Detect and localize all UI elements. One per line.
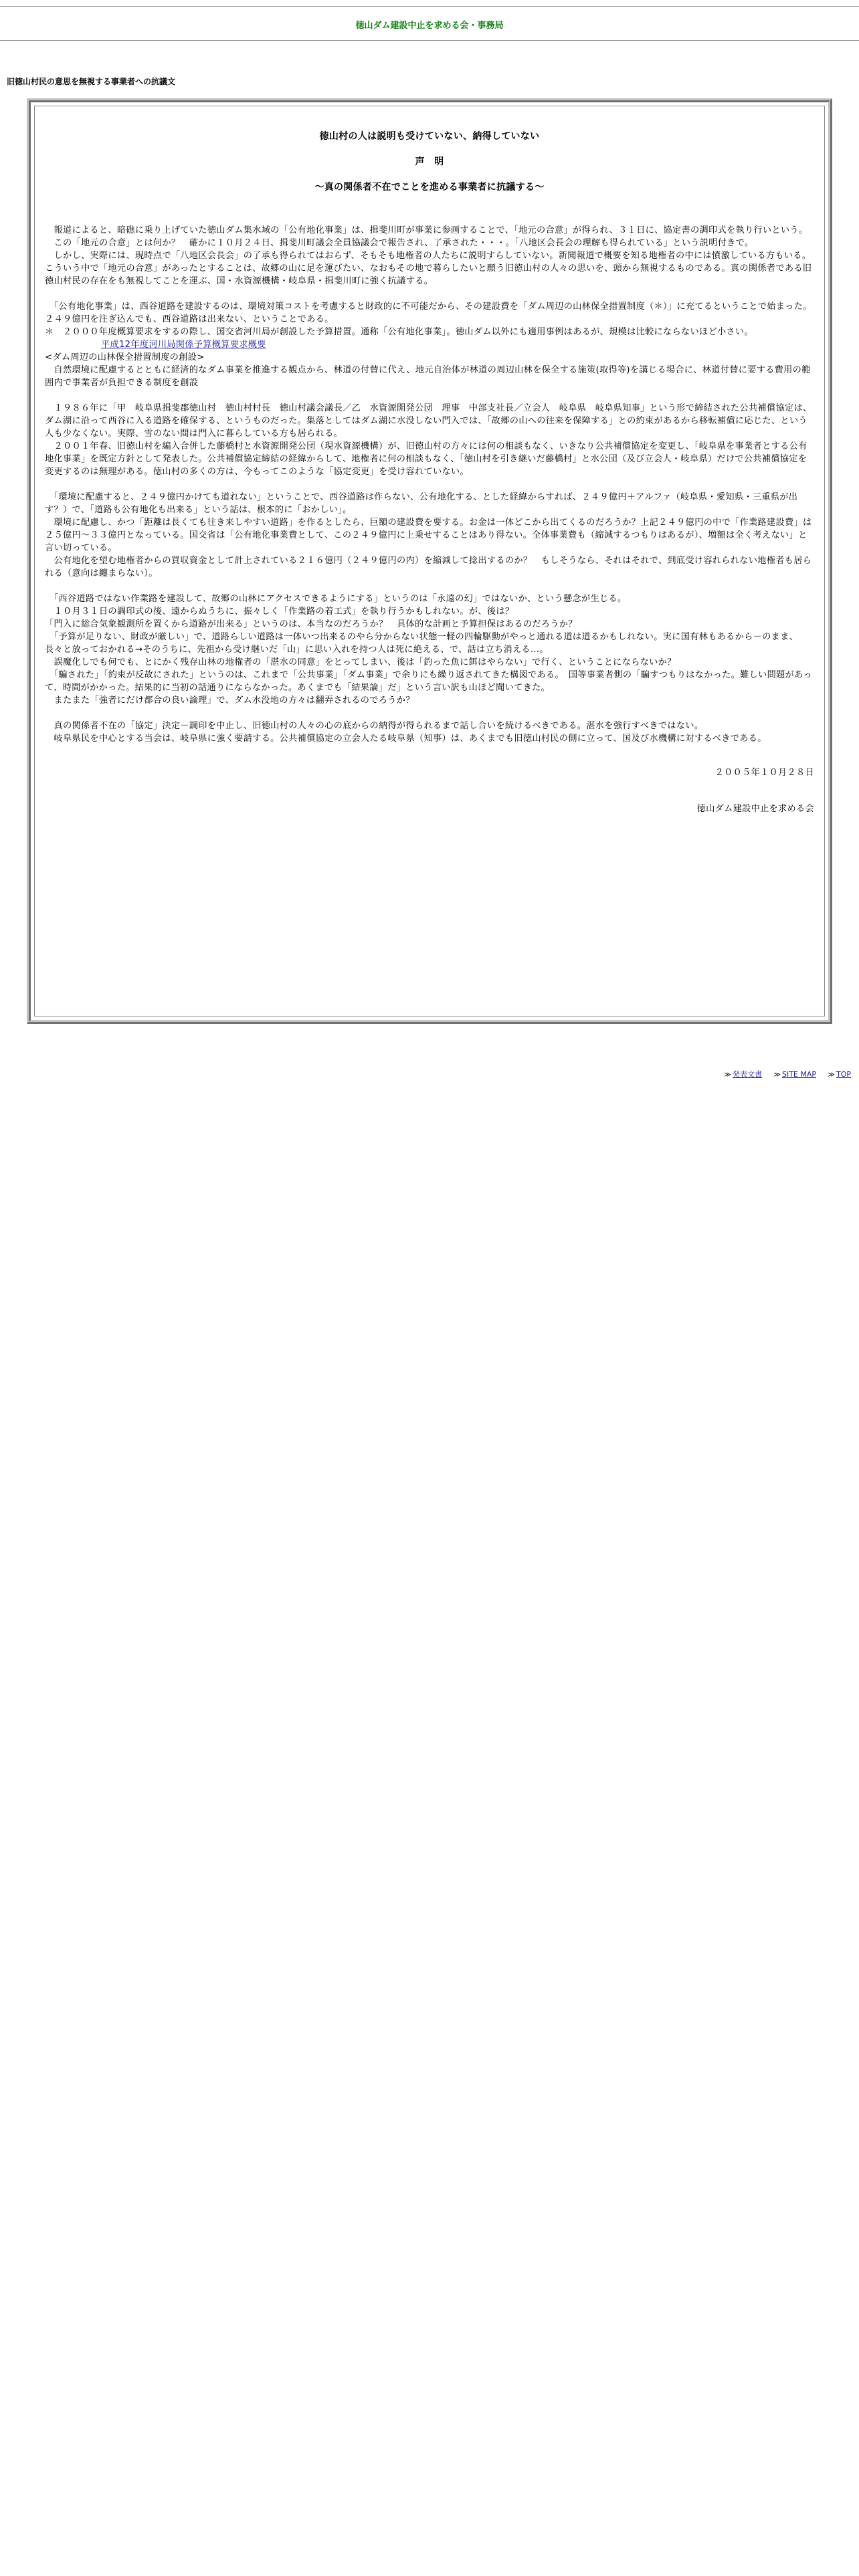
sub-heading: <ダム周辺の山林保全措置制度の創設>: [45, 352, 205, 362]
paragraph: 「門入に総合気象観測所を置くから道路が出来る」というのは、本当なのだろうか？ 具体的な計画と予算担保はあるのだろうか？: [45, 619, 577, 629]
section-heading: 旧徳山村民の意思を無視する事業者への抗議文: [7, 77, 176, 86]
top-divider: [0, 6, 859, 7]
paragraph: しかし、実際には、現時点で「八地区会長会」の了承も得られてはおらず、そもそも地権者の人たちに説明すらしていない。新聞報道で概要を知る地権者の中には憤激している方もいる。こういう中で「地元の合意」があったとすることは、故郷の山に足を運びたい、なおもその地で暮らしたいと願う旧徳山村の人々の思いを、頭から無視するものである。真の関係者である旧徳山村民の存在をも無視してことを運ぶ、国・水資源機構・岐阜県・揖斐川町に強く抗議する。: [45, 251, 812, 286]
documents-link[interactable]: 発表文書: [733, 1070, 762, 1079]
double-chevron-right-icon: ≫: [724, 1071, 731, 1079]
statement-subtitle: ～真の関係者不在でことを進める事業者に抗議する～: [314, 182, 545, 193]
paragraph-group: [45, 491, 814, 580]
paragraph: １９８６年に「甲 岐阜県揖斐郡徳山村 徳山村村長 徳山村議会議長／乙 水資源開発公団 理事 中部支社長／立会人 岐阜県 岐阜県知事」という形で締結された公共補償協定は、ダム湖に沿って西谷に入る道路を確保する、というものだった。集落としてはダム湖に水没しない門入では、「故郷の山への往来を保障する」との約束があるから移転補償に応じた、という人も少なくない。実際、雪のない間は門入に暮らしている方も居られる。: [45, 403, 812, 439]
paragraph: 自然環境に配慮するとともに経済的なダム事業を推進する観点から、林道の付替に代え、地元自治体が林道の周辺山林を保全する施策(取得等)を講じる場合に、林道付替に要する費用の範囲内で事業者が負担できる制度を創設: [45, 365, 811, 388]
footer-nav: [715, 1069, 851, 1079]
statement-box: [27, 98, 832, 1024]
paragraph-group: [45, 300, 814, 389]
paragraph: 報道によると、暗礁に乗り上げていた徳山ダム集水域の「公有地化事業」は、揖斐川町が事業に参画することで、「地元の合意」が得られ、３１日に、協定書の調印式を執り行いという。: [45, 225, 808, 235]
top-link[interactable]: TOP: [836, 1070, 851, 1079]
site-name: 徳山ダム建設中止を求める会・事務局: [355, 21, 504, 31]
paragraph: 「騙された」「約束が反故にされた」というのは、これまで「公共事業」「ダム事業」で余りにも繰り返されてきた構図である。 国等事業者側の「騙すつもりはなかった。難しい問題があって、時間がかかった。結果的に当初の話通りにならなかった。あくまでも「結果論」だ」という言い訳も山ほど聞いてきた。: [45, 670, 812, 693]
footer-nav-item-sitemap: [774, 1070, 819, 1079]
double-chevron-right-icon: ≫: [773, 1071, 781, 1079]
statement-date: ２００５年１０月２８日: [714, 768, 814, 778]
paragraph-group: [45, 402, 814, 478]
budget-request-link[interactable]: 平成12年度河川局関係予算概算要求概要: [101, 340, 266, 350]
paragraph: ＊ ２０００年度概算要求をするの際し、国交省河川局が創設した予算措置。通称「公有地化事業」。徳山ダム以外にも適用事例はあるが、規模は比較にならないほど小さい。: [45, 327, 753, 337]
site-map-link[interactable]: SITE MAP: [781, 1070, 817, 1079]
paragraph: 誤魔化しでも何でも、とにかく残存山林の地権者の「湛水の同意」をとってしまい、後は「釣った魚に餌はやらない」で行く、ということにならないか？: [45, 657, 676, 667]
statement-signature: 徳山ダム建設中止を求める会: [696, 803, 814, 814]
statement-title: 徳山村の人は説明も受けていない、納得していない: [319, 131, 540, 142]
paragraph: またまた「強者にだけ都合の良い論理」で、ダム水没地の方々は翻弄されるのでろうか？: [45, 695, 415, 706]
paragraph-group: [45, 720, 814, 745]
paragraph-group: [45, 224, 814, 288]
statement-label: 声 明: [415, 156, 444, 167]
paragraph-group: [45, 593, 814, 707]
footer-nav-item-documents: [725, 1070, 765, 1079]
paragraph: 「公有地化事業」は、西谷道路を建設するのは、環境対策コストを考慮すると財政的に不可能だから、その建設費を「ダム周辺の山林保全措置制度（＊）」に充てるということで始まった。２４９億円を注ぎ込んでも、西谷道路は出来ない、ということである。: [45, 302, 812, 324]
paragraph: 岐阜県民を中心とする当会は、岐阜県に強く要請する。公共補償協定の立会人たる岐阜県（知事）は、あくまでも旧徳山村民の側に立って、国及び水機構に対するべきである。: [45, 734, 767, 744]
paragraph: 環境に配慮し、かつ「距離は長くても往き来しやすい道路」を作るとしたら、巨額の建設費を要する。お金は一体どこから出てくるのだろうか？上記２４９億円の中で「作業路建設費」は２５億円～３３億円となっている。国交省は「公有地化事業費として、この２４９億円に上乗せすることはあり得ない。全体事業費も（縮減するつもりはあるが）、増額は全く考えない」と言い切っている。: [45, 518, 812, 553]
paragraph: 真の関係者不在の「協定」決定－調印を中止し、旧徳山村の人々の心の底からの納得が得られるまで話し合いを続けるべきである。湛水を強行すべきではない。: [45, 721, 704, 731]
paragraph: 公有地化を望む地権者からの買収資金として計上されている２１６億円（２４９億円の内）を縮減して捻出するのか？ もしそうなら、それはそれで、到底受け容れられない地権者も居られる（意向は纏まらない）。: [45, 556, 812, 578]
link-line: [45, 338, 814, 351]
footer-nav-item-top: [828, 1070, 851, 1079]
statement-content: [34, 106, 825, 1016]
header-divider: [0, 40, 859, 41]
statement-body: [45, 224, 814, 815]
double-chevron-right-icon: ≫: [828, 1071, 835, 1079]
paragraph: 「西谷道路ではない作業路を建設して、故郷の山林にアクセスできるようにする」というのは「永遠の幻」ではないか、という懸念が生じる。: [45, 594, 627, 604]
paragraph: この「地元の合意」とは何か？ 確かに１０月２４日、揖斐川町議会全員協議会で報告され、了承された・・・。「八地区会長会の理解も得られている」という説明付きで。: [45, 238, 754, 248]
paragraph: ２００１年春、旧徳山村を編入合併した藤橋村と水資源開発公団（現水資源機構）が、旧徳山村の方々には何の相談もなく、いきなり公共補償協定を変更し、「岐阜県を事業者とする公有地化事業」を既定方針として発表した。公共補償協定締結の経緯からして、地権者に何の相談もなく、「徳山村を引き継いだ藤橋村」と水公団（及び立会人・岐阜県）だけで公共補償協定を変更するのは無理がある。徳山村の多くの方は、今もってこのような「協定変更」を受け容れていない。: [45, 441, 807, 477]
paragraph: 「環境に配慮すると、２４９億円かけても道れない」ということで、西谷道路は作らない、公有地化する、とした経緯からすれば、２４９億円＋アルファ（岐阜県・愛知県・三重県が出す？）で、「道路も公有地化も出来る」という話は、根本的に「おかしい」。: [45, 492, 798, 515]
paragraph: １０月３１日の調印式の後、遠からぬうちに、振々しく「作業路の着工式」を執り行うかもしれない。が、後は？: [45, 607, 514, 617]
paragraph: 「予算が足りない、財政が厳しい」で、道路らしい道路は一体いつ出来るのやら分からない状態一軽の四輪駆動がやっと通れる道は道るかもしれない。実に国有林もあるから－のまま、長々と放っておかれる→そのうちに、先祖から受け継いだ「山」に思い入れを持つ人は死に絶える、で、話は立ち消える…。: [45, 632, 799, 655]
